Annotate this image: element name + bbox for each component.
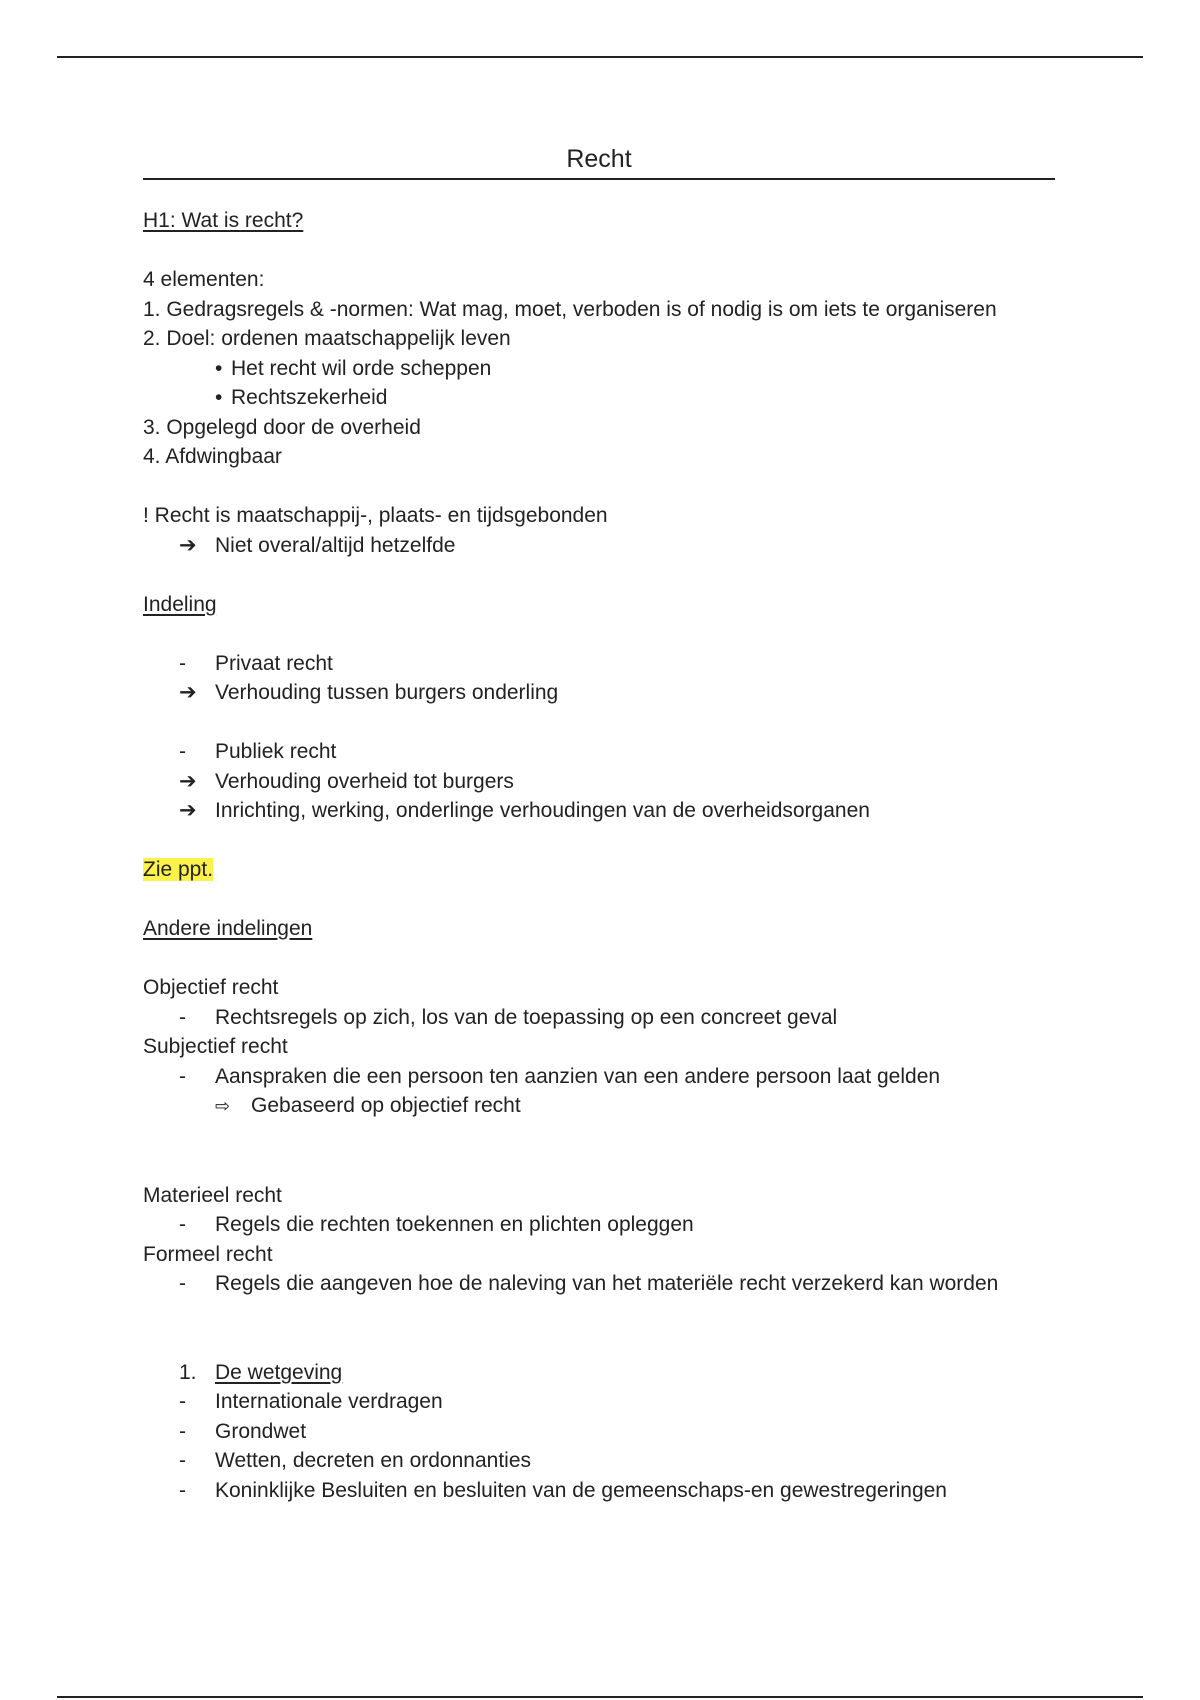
dash-marker: -: [179, 1005, 186, 1029]
term-subjectief: Subjectief recht: [143, 1035, 288, 1058]
dash-marker: -: [179, 1064, 186, 1088]
list-item: - Publiek recht: [143, 737, 1055, 767]
arrow-right-icon: ➔: [179, 799, 197, 822]
term-formeel: Formeel recht: [143, 1242, 273, 1266]
section-heading-andere: Andere indelingen: [143, 917, 313, 940]
document-title: Recht: [143, 140, 1055, 180]
list-item: ➔ Verhouding tussen burgers onderling: [143, 678, 1055, 708]
section-heading-indeling: Indeling: [143, 592, 217, 616]
arrow-right-icon: ➔: [179, 533, 197, 557]
list-item: • Het recht wil orde scheppen: [143, 354, 1055, 384]
dash-marker: -: [179, 1390, 186, 1413]
list-item: ⇨ Gebaseerd op objectief recht: [143, 1091, 1055, 1122]
element-item-3: 3. Opgelegd door de overheid: [143, 415, 421, 439]
numbered-heading: 1. De wetgeving: [179, 1360, 343, 1384]
list-item: ➔ Verhouding overheid tot burgers: [143, 767, 1055, 797]
list-item: - Wetten, decreten en ordonnanties: [143, 1446, 1055, 1476]
dash-marker: -: [179, 651, 186, 675]
dash-marker: -: [179, 1272, 186, 1295]
bullet-icon: •: [215, 386, 223, 409]
arrow-right-icon: ➔: [179, 769, 197, 793]
dash-marker: -: [179, 1478, 186, 1502]
document-body: [143, 140, 1055, 1505]
list-item: - Koninklijke Besluiten en besluiten van de gemeenschaps-en gewestregeringen: [143, 1476, 1055, 1506]
list-item: • Rechtszekerheid: [143, 383, 1055, 413]
elements-intro: 4 elementen:: [143, 268, 265, 291]
hollow-arrow-right-icon: ⇨: [215, 1096, 231, 1116]
list-item: - Privaat recht: [143, 649, 1055, 679]
list-item: ➔ Inrichting, werking, onderlinge verhoudingen van de overheidsorganen: [143, 796, 1055, 826]
dash-marker: -: [179, 1213, 186, 1236]
list-item: - Rechtsregels op zich, los van de toepassing op een concreet geval: [143, 1003, 1055, 1033]
element-item-4: 4. Afdwingbaar: [143, 445, 282, 468]
arrow-right-icon: ➔: [179, 681, 197, 704]
dash-marker: -: [179, 1419, 186, 1443]
header-rule: [57, 56, 1143, 58]
list-item: - Grondwet: [143, 1417, 1055, 1447]
chapter-heading: H1: Wat is recht?: [143, 209, 304, 232]
term-materieel: Materieel recht: [143, 1183, 282, 1207]
dash-marker: -: [179, 740, 186, 763]
footer-rule: [57, 1696, 1143, 1698]
dash-marker: -: [179, 1449, 186, 1472]
note: ! Recht is maatschappij-, plaats- en tijdsgebonden: [143, 504, 608, 527]
list-item: - Regels die rechten toekennen en plichten opleggen: [143, 1210, 1055, 1240]
bullet-icon: •: [215, 356, 223, 380]
element-item-2: 2. Doel: ordenen maatschappelijk leven: [143, 327, 511, 350]
element-item-1: 1. Gedragsregels & -normen: Wat mag, moet, verboden is of nodig is om iets te organiseren: [143, 297, 997, 321]
highlighted-note: Zie ppt.: [143, 858, 214, 881]
list-item: - Aanspraken die een persoon ten aanzien van een andere persoon laat gelden: [143, 1062, 1055, 1092]
term-objectief: Objectief recht: [143, 976, 279, 999]
list-item: ➔ Niet overal/altijd hetzelfde: [143, 531, 1055, 561]
list-item: - Internationale verdragen: [143, 1387, 1055, 1417]
list-item: - Regels die aangeven hoe de naleving van het materiële recht verzekerd kan worden: [143, 1269, 1055, 1299]
